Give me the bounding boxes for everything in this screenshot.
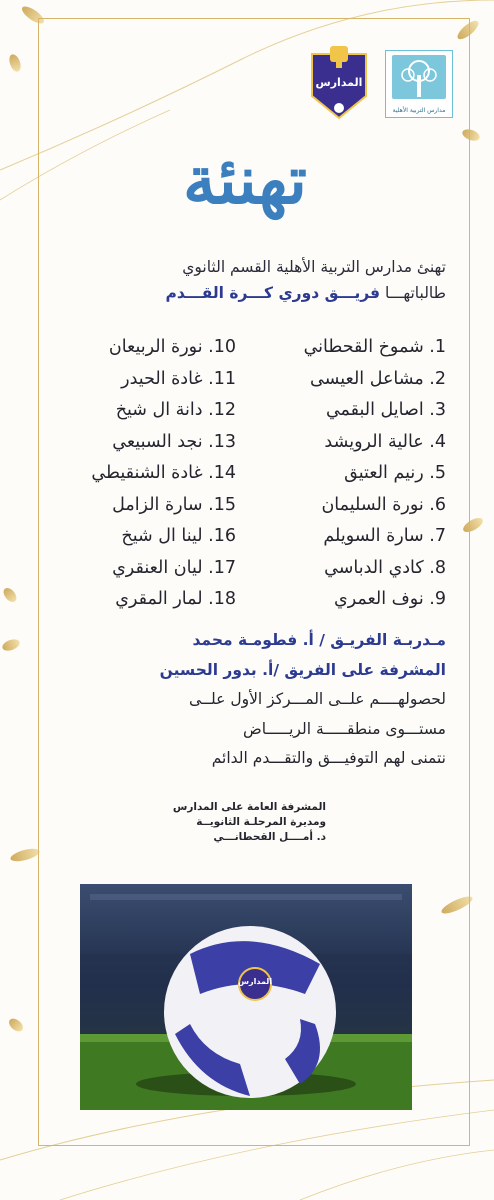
tree-icon bbox=[392, 55, 446, 99]
list-item: 9. نوف العمري bbox=[334, 589, 446, 609]
league-logo-text: المدارس bbox=[315, 76, 363, 89]
tree-logo-caption: مدارس التربية الأهلية bbox=[392, 107, 446, 114]
list-item: 17. ليان العنقري bbox=[112, 557, 236, 578]
wishes-line: نتمنى لهم التوفيـــق والتقـــدم الدائم bbox=[211, 749, 446, 767]
school-league-logo bbox=[306, 46, 372, 122]
intro-line-1: تهنئ مدارس التربية الأهلية القسم الثانوي bbox=[182, 258, 446, 276]
intro-line-2-prefix: طالباتهـــا bbox=[385, 284, 446, 302]
list-item: 16. لينا ال شيخ bbox=[121, 526, 236, 546]
names-list-right bbox=[216, 332, 446, 616]
staff-section bbox=[66, 626, 446, 774]
achievement-line-1: لحصولهــــم علــى المـــركز الأول علــى bbox=[189, 690, 446, 708]
list-item: 3. اصايل البقمي bbox=[325, 400, 446, 420]
signature-line-1: المشرفة العامة على المدارس bbox=[172, 801, 326, 813]
ball-logo-text: المدارس bbox=[237, 977, 273, 986]
list-item: 8. كادي الدباسي bbox=[324, 557, 446, 578]
list-item: 11. غادة الحيدر bbox=[121, 368, 236, 389]
list-item: 15. سارة الزامل bbox=[112, 494, 236, 515]
names-list-left bbox=[6, 332, 236, 616]
list-item: 12. دانة ال شيخ bbox=[115, 400, 236, 420]
list-item: 1. شموخ القحطاني bbox=[303, 337, 446, 357]
list-item: 7. سارة السويلم bbox=[323, 526, 446, 546]
school-tree-logo bbox=[385, 50, 453, 118]
supervisor-line: المشرفة على الفريق /أ. بدور الحسين bbox=[159, 660, 446, 679]
team-name: فريـــق دوري كـــرة القـــدم bbox=[165, 284, 381, 302]
list-item: 14. غادة الشنقيطي bbox=[91, 463, 236, 483]
signature-line-2: ومديرة المرحلـة الثانويــة bbox=[196, 816, 326, 828]
list-item: 2. مشاعل العيسى bbox=[310, 368, 446, 389]
intro-line-2 bbox=[46, 280, 446, 306]
signature-block bbox=[156, 800, 326, 845]
list-item: 4. عالية الرويشد bbox=[324, 431, 446, 452]
coach-line: مـدربـة الفريـق / أ. فطومـة محمد bbox=[192, 631, 446, 649]
achievement-line-2: مستـــوى منطقـــــة الريـــــاض bbox=[242, 719, 446, 738]
list-item: 13. نجد السبيعي bbox=[112, 431, 236, 452]
page-title: تهنئة bbox=[182, 141, 307, 219]
football-photo bbox=[80, 884, 412, 1110]
list-item: 6. نورة السليمان bbox=[321, 494, 446, 515]
list-item: 18. لمار المقري bbox=[115, 589, 236, 609]
signature-line-3: د. أمــــل القحطانـــي bbox=[213, 831, 326, 843]
list-item: 10. نورة الربيعان bbox=[108, 337, 236, 357]
list-item: 5. رنيم العتيق bbox=[344, 463, 446, 483]
intro-text bbox=[46, 254, 446, 306]
